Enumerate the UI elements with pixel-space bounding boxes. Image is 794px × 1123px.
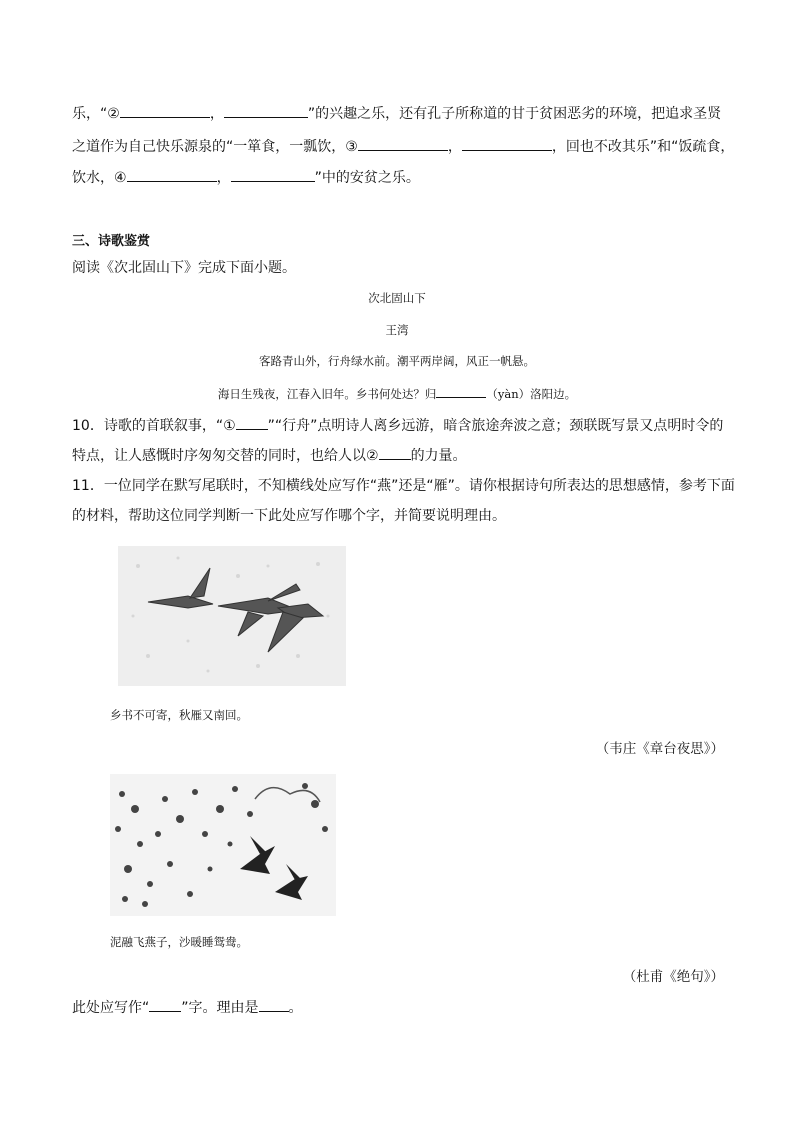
poem-line-2: 海日生残夜，江春入旧年。乡书何处达？归 （yàn）洛阳边。 [217,387,577,401]
reason-blank[interactable] [259,996,289,1012]
question-10-line-2: 特点，让人感慨时序匆匆交替的同时，也给人以② 的力量。 [72,444,467,466]
question-10-line-1: 10．诗歌的首联叙事，“① ”“行舟”点明诗人离乡远游，暗含旅途奔波之意；颈联既写景又点明时令的 [72,414,723,436]
answer-blank[interactable] [231,166,315,182]
material-2-caption: 泥融飞燕子，沙暖睡鸳鸯。 [110,935,248,949]
blank-number-2: ② [107,106,120,122]
poem-author: 王湾 [385,323,409,337]
swallows-illustration [110,774,336,916]
poem-title: 次北固山下 [368,291,426,305]
fill-line-2: 之道作为自己快乐源泉的“一箪食，一瓢饮，③ ， ，回也不改其乐”和“饭疏食， [72,135,734,157]
swallow-bird-icon [110,774,336,916]
wild-geese-icon [118,546,346,686]
material-1-caption: 乡书不可寄，秋雁又南回。 [110,708,248,722]
material-2-source: （杜甫《绝句》） [622,969,724,985]
blank-number-1: ① [223,418,236,434]
fill-line-1: 乐，“② ， ”的兴趣之乐，还有孔子所称道的甘于贫困恶劣的环境，把追求圣贤 [72,102,721,124]
answer-line: 此处应写作“ ”字。理由是 。 [72,996,303,1018]
section-instruction: 阅读《次北固山下》完成下面小题。 [72,260,296,276]
answer-blank[interactable] [358,135,448,151]
blank-number-4: ④ [114,170,127,186]
question-11-line-2: 的材料，帮助这位同学判断一下此处应写作哪个字，并简要说明理由。 [72,508,506,524]
section-heading: 三、诗歌鉴赏 [72,234,151,249]
blank-number-2: ② [366,448,379,464]
character-blank[interactable] [149,996,181,1012]
answer-blank[interactable] [127,166,217,182]
answer-blank[interactable] [224,102,308,118]
question-11-line-1: 11．一位同学在默写尾联时，不知横线处应写作“燕”还是“雁”。请你根据诗句所表达的思想感情，参考下面 [72,478,735,494]
blank-number-3: ③ [345,139,358,155]
answer-blank[interactable] [379,444,411,460]
answer-blank[interactable] [120,102,210,118]
answer-blank[interactable] [236,414,268,430]
material-1-source: （韦庄《章台夜思》） [595,741,724,757]
fill-line-3: 饮水，④ ， ”中的安贫之乐。 [72,166,420,188]
poem-blank[interactable] [436,385,486,398]
poem-line-1: 客路青山外，行舟绿水前。潮平两岸阔，风正一帆悬。 [259,354,535,368]
answer-blank[interactable] [462,135,552,151]
geese-illustration [118,546,346,686]
